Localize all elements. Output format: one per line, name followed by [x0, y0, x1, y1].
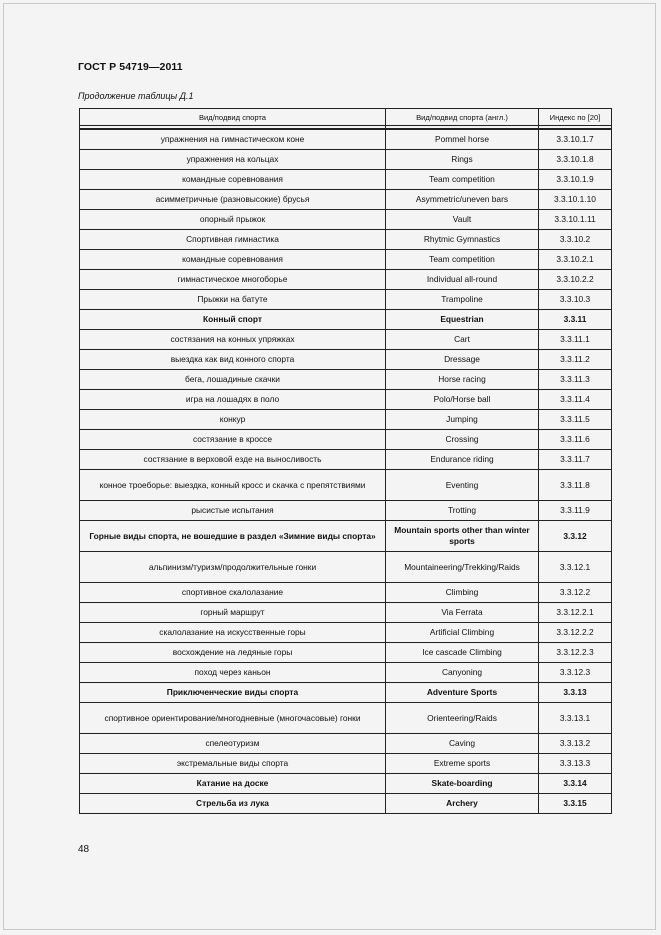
- table-row: [80, 330, 612, 350]
- cell-sport-ru: спортивное ориентирование/многодневные (многочасовые) гонки: [80, 703, 386, 734]
- cell-sport-en: Horse racing: [386, 370, 539, 390]
- table-row: [80, 250, 612, 270]
- cell-index: 3.3.10.1.11: [539, 210, 612, 230]
- cell-sport-ru: командные соревнования: [80, 250, 386, 270]
- cell-index: 3.3.11.8: [539, 470, 612, 501]
- table-row: [80, 150, 612, 170]
- cell-sport-ru: Конный спорт: [80, 310, 386, 330]
- cell-sport-ru: конкур: [80, 410, 386, 430]
- cell-index: 3.3.12.2.2: [539, 623, 612, 643]
- sports-table: [79, 108, 612, 814]
- table-row: [80, 450, 612, 470]
- cell-sport-en: Equestrian: [386, 310, 539, 330]
- table-row: [80, 129, 612, 150]
- table-row: [80, 552, 612, 583]
- page-number: 48: [78, 844, 90, 855]
- cell-sport-en: Rings: [386, 150, 539, 170]
- cell-sport-ru: состязания на конных упряжках: [80, 330, 386, 350]
- cell-sport-ru: упражнения на кольцах: [80, 150, 386, 170]
- document-standard-header: ГОСТ Р 54719—2011: [78, 61, 183, 73]
- cell-sport-en: Jumping: [386, 410, 539, 430]
- table-header-row: [80, 109, 612, 126]
- cell-sport-ru: горный маршрут: [80, 603, 386, 623]
- cell-index: 3.3.10.1.8: [539, 150, 612, 170]
- table-row: [80, 190, 612, 210]
- table-row: [80, 603, 612, 623]
- cell-sport-en: Mountaineering/Trekking/Raids: [386, 552, 539, 583]
- cell-sport-en: Team competition: [386, 250, 539, 270]
- cell-sport-ru: Приключенческие виды спорта: [80, 683, 386, 703]
- cell-index: 3.3.11: [539, 310, 612, 330]
- cell-index: 3.3.10.2.1: [539, 250, 612, 270]
- cell-sport-en: Individual all-round: [386, 270, 539, 290]
- cell-index: 3.3.13.2: [539, 734, 612, 754]
- cell-sport-en: Pommel horse: [386, 129, 539, 150]
- cell-index: 3.3.10.3: [539, 290, 612, 310]
- cell-index: 3.3.10.1.9: [539, 170, 612, 190]
- table-row: [80, 370, 612, 390]
- table-row: [80, 643, 612, 663]
- cell-index: 3.3.10.2.2: [539, 270, 612, 290]
- table-row: [80, 521, 612, 552]
- cell-index: 3.3.10.2: [539, 230, 612, 250]
- cell-sport-en: Ice cascade Climbing: [386, 643, 539, 663]
- cell-sport-ru: экстремальные виды спорта: [80, 754, 386, 774]
- cell-index: 3.3.12.2: [539, 583, 612, 603]
- cell-sport-ru: асимметричные (разновысокие) брусья: [80, 190, 386, 210]
- table-row: [80, 290, 612, 310]
- table-row: [80, 230, 612, 250]
- table-row: [80, 310, 612, 330]
- cell-sport-en: Cart: [386, 330, 539, 350]
- cell-sport-ru: опорный прыжок: [80, 210, 386, 230]
- cell-sport-en: Rhytmic Gymnastics: [386, 230, 539, 250]
- column-header-index: Индекс по [20]: [539, 109, 612, 126]
- table-body: [80, 126, 612, 814]
- cell-sport-ru: восхождение на ледяные горы: [80, 643, 386, 663]
- cell-sport-ru: Прыжки на батуте: [80, 290, 386, 310]
- cell-sport-ru: гимнастическое многоборье: [80, 270, 386, 290]
- cell-sport-ru: скалолазание на искусственные горы: [80, 623, 386, 643]
- table-row: [80, 170, 612, 190]
- cell-sport-en: Vault: [386, 210, 539, 230]
- cell-sport-en: Via Ferrata: [386, 603, 539, 623]
- table-row: [80, 663, 612, 683]
- cell-sport-ru: Стрельба из лука: [80, 794, 386, 814]
- table-row: [80, 430, 612, 450]
- cell-index: 3.3.10.1.7: [539, 129, 612, 150]
- cell-sport-ru: Горные виды спорта, не вошедшие в раздел «Зимние виды спорта»: [80, 521, 386, 552]
- cell-sport-en: Polo/Horse ball: [386, 390, 539, 410]
- table-row: [80, 350, 612, 370]
- cell-sport-ru: упражнения на гимнастическом коне: [80, 129, 386, 150]
- cell-sport-en: Team competition: [386, 170, 539, 190]
- cell-index: 3.3.11.9: [539, 501, 612, 521]
- cell-index: 3.3.11.5: [539, 410, 612, 430]
- cell-sport-en: Extreme sports: [386, 754, 539, 774]
- cell-index: 3.3.15: [539, 794, 612, 814]
- cell-sport-ru: Спортивная гимнастика: [80, 230, 386, 250]
- table-row: [80, 583, 612, 603]
- cell-sport-en: Trotting: [386, 501, 539, 521]
- cell-sport-en: Dressage: [386, 350, 539, 370]
- cell-index: 3.3.12.2.1: [539, 603, 612, 623]
- cell-sport-en: Orienteering/Raids: [386, 703, 539, 734]
- table-row: [80, 734, 612, 754]
- table-row: [80, 270, 612, 290]
- cell-index: 3.3.13: [539, 683, 612, 703]
- cell-index: 3.3.11.3: [539, 370, 612, 390]
- cell-sport-en: Caving: [386, 734, 539, 754]
- cell-sport-en: Climbing: [386, 583, 539, 603]
- cell-sport-en: Eventing: [386, 470, 539, 501]
- cell-sport-ru: альпинизм/туризм/продолжительные гонки: [80, 552, 386, 583]
- cell-sport-en: Adventure Sports: [386, 683, 539, 703]
- cell-index: 3.3.11.7: [539, 450, 612, 470]
- table-row: [80, 210, 612, 230]
- cell-sport-en: Archery: [386, 794, 539, 814]
- table-row: [80, 470, 612, 501]
- cell-sport-en: Mountain sports other than winter sports: [386, 521, 539, 552]
- table-row: [80, 794, 612, 814]
- table-row: [80, 390, 612, 410]
- cell-sport-ru: спортивное скалолазание: [80, 583, 386, 603]
- table-row: [80, 703, 612, 734]
- cell-sport-en: Skate-boarding: [386, 774, 539, 794]
- cell-index: 3.3.10.1.10: [539, 190, 612, 210]
- cell-sport-ru: бега, лошадиные скачки: [80, 370, 386, 390]
- cell-sport-ru: рысистые испытания: [80, 501, 386, 521]
- cell-sport-en: Endurance riding: [386, 450, 539, 470]
- cell-index: 3.3.11.1: [539, 330, 612, 350]
- cell-index: 3.3.12.2.3: [539, 643, 612, 663]
- cell-sport-ru: выездка как вид конного спорта: [80, 350, 386, 370]
- cell-sport-en: Crossing: [386, 430, 539, 450]
- cell-index: 3.3.12: [539, 521, 612, 552]
- cell-index: 3.3.13.1: [539, 703, 612, 734]
- table-row: [80, 683, 612, 703]
- column-header-sport-en: Вид/подвид спорта (англ.): [386, 109, 539, 126]
- cell-sport-ru: игра на лошадях в поло: [80, 390, 386, 410]
- cell-index: 3.3.12.1: [539, 552, 612, 583]
- cell-index: 3.3.13.3: [539, 754, 612, 774]
- table-row: [80, 501, 612, 521]
- cell-sport-ru: поход через каньон: [80, 663, 386, 683]
- cell-sport-en: Asymmetric/uneven bars: [386, 190, 539, 210]
- cell-sport-en: Artificial Climbing: [386, 623, 539, 643]
- cell-sport-en: Canyoning: [386, 663, 539, 683]
- table-row: [80, 774, 612, 794]
- column-header-sport-ru: Вид/подвид спорта: [80, 109, 386, 126]
- cell-index: 3.3.11.6: [539, 430, 612, 450]
- cell-sport-ru: командные соревнования: [80, 170, 386, 190]
- cell-sport-ru: состязание в кроссе: [80, 430, 386, 450]
- table-row: [80, 754, 612, 774]
- cell-index: 3.3.11.4: [539, 390, 612, 410]
- cell-sport-ru: конное троеборье: выездка, конный кросс и скачка с препятствиями: [80, 470, 386, 501]
- cell-index: 3.3.11.2: [539, 350, 612, 370]
- cell-sport-ru: спелеотуризм: [80, 734, 386, 754]
- cell-sport-ru: Катание на доске: [80, 774, 386, 794]
- cell-sport-en: Trampoline: [386, 290, 539, 310]
- cell-sport-ru: состязание в верховой езде на выносливость: [80, 450, 386, 470]
- cell-index: 3.3.12.3: [539, 663, 612, 683]
- table-caption: Продолжение таблицы Д.1: [78, 91, 194, 101]
- table-row: [80, 623, 612, 643]
- cell-index: 3.3.14: [539, 774, 612, 794]
- table-row: [80, 410, 612, 430]
